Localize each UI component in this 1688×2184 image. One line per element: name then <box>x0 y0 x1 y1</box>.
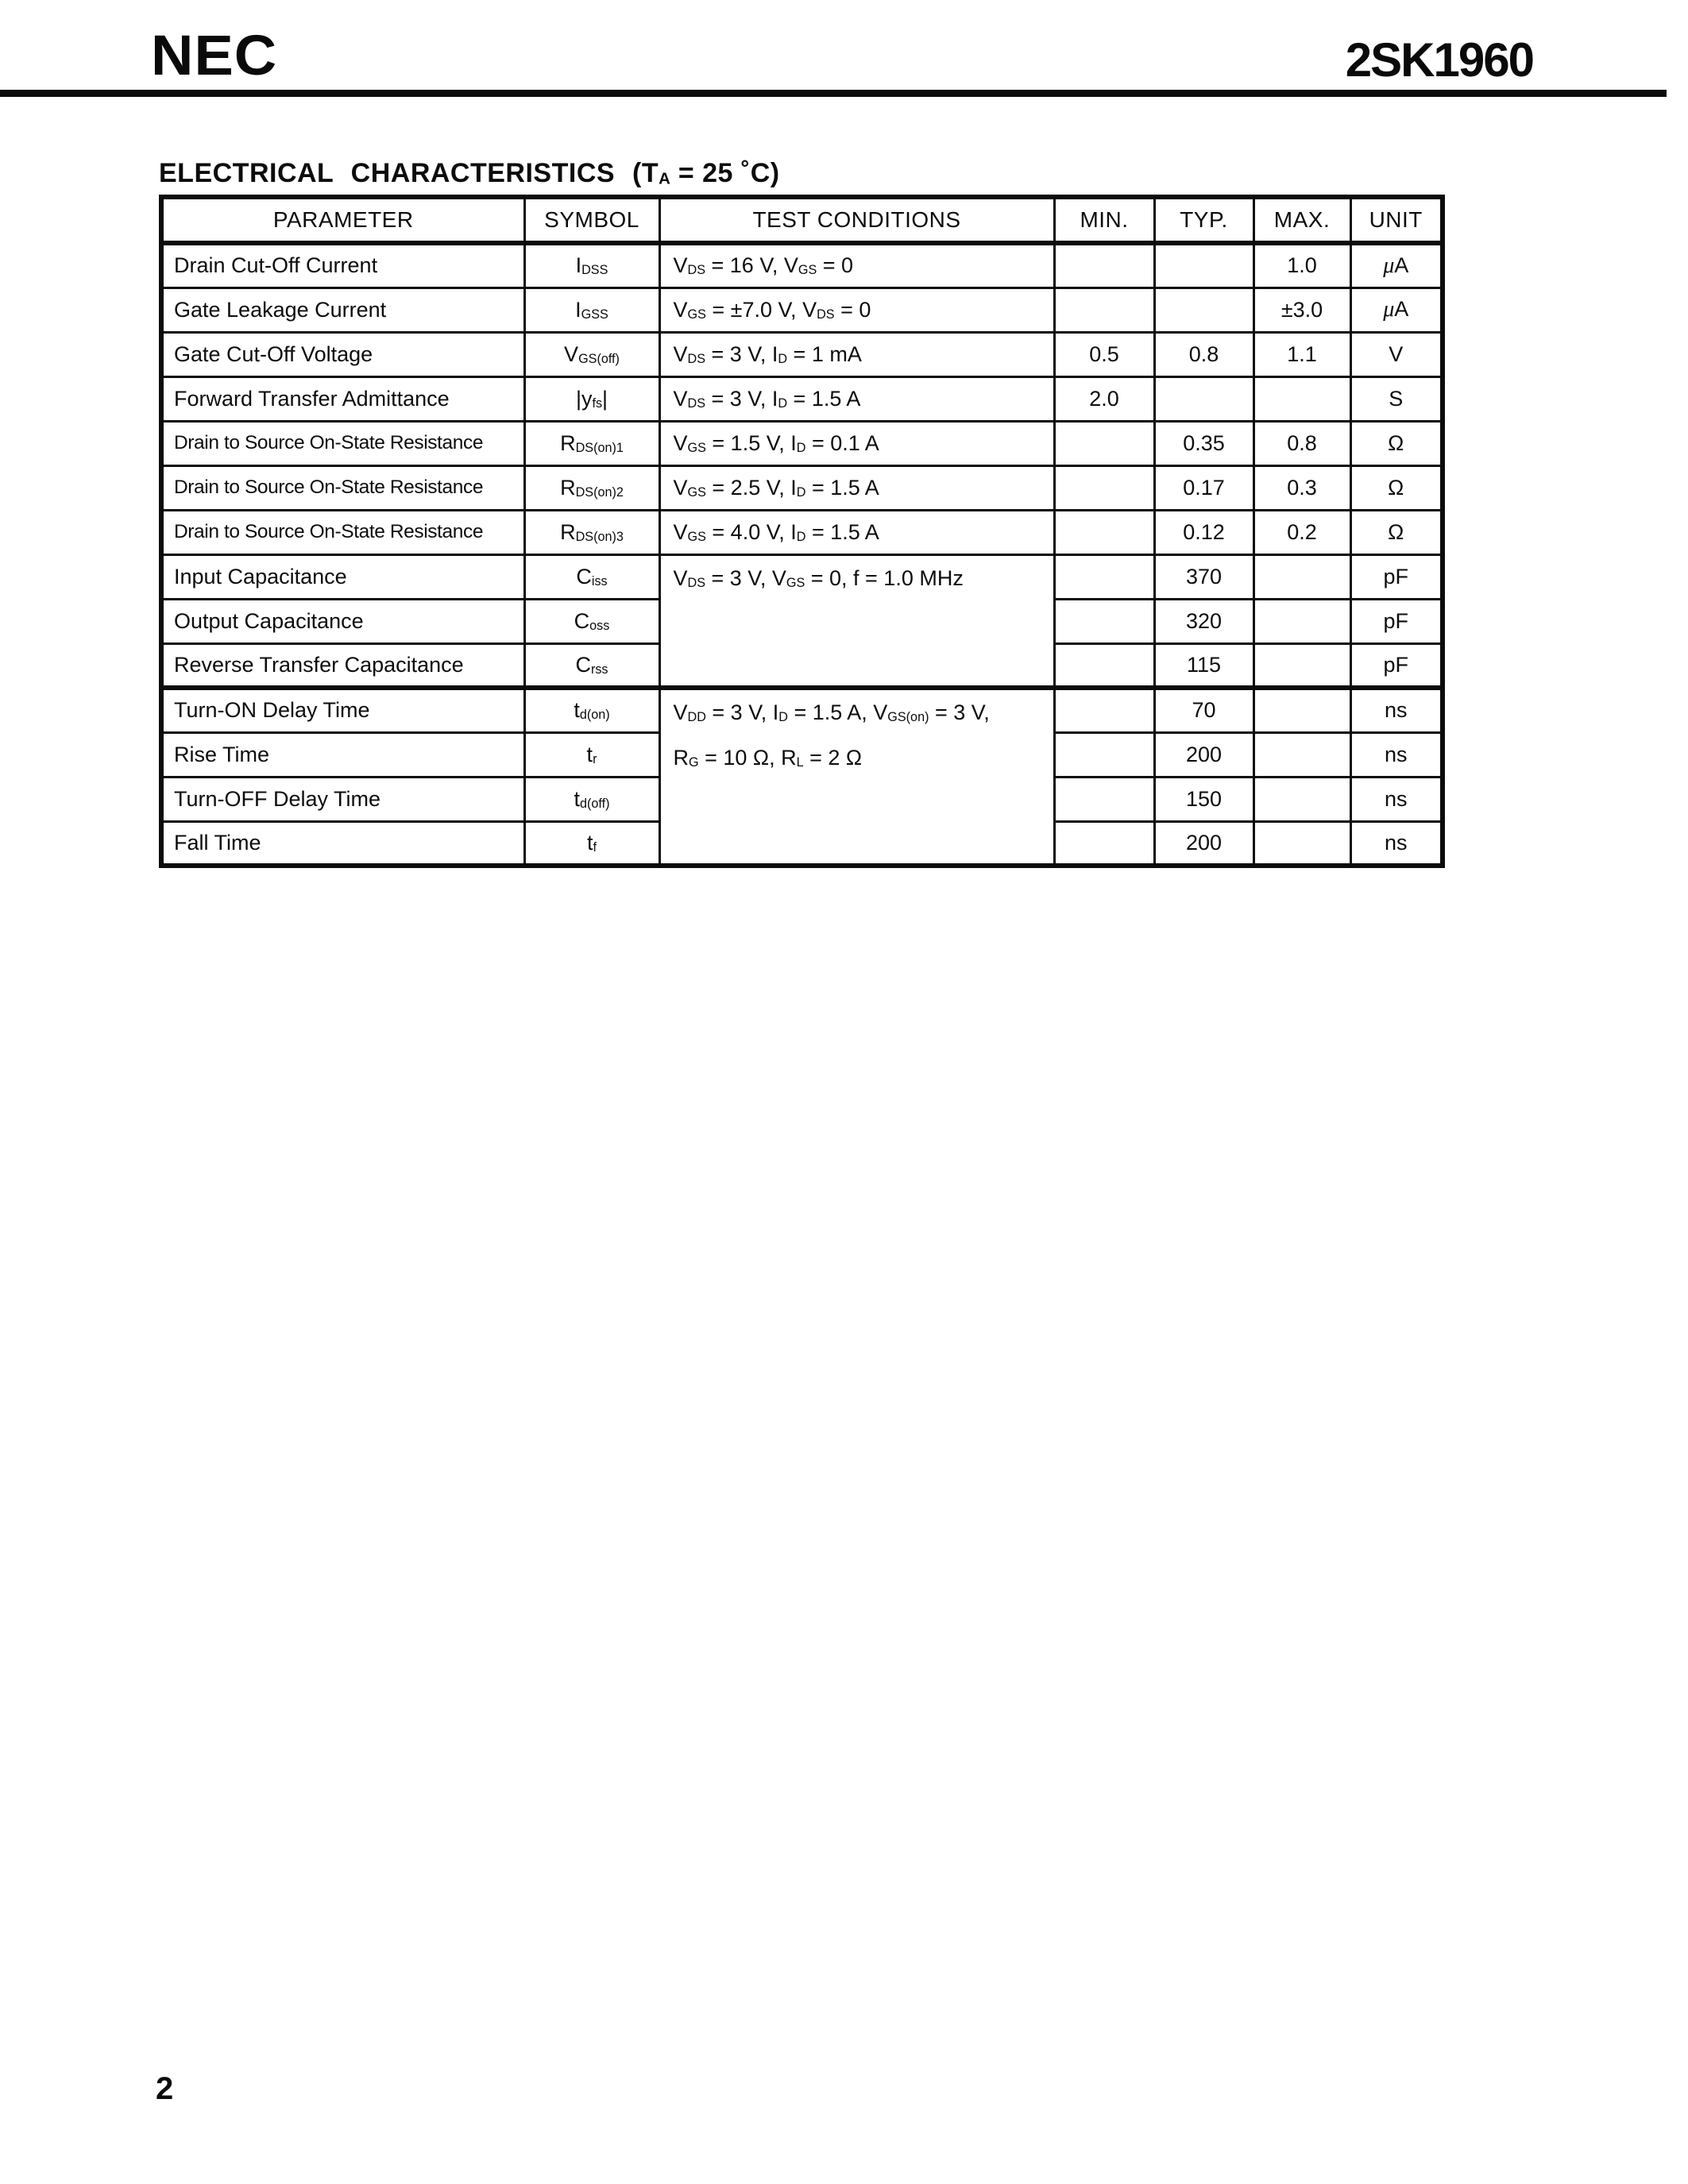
max-cell: 0.8 <box>1253 421 1350 465</box>
parameter-cell: Drain Cut-Off Current <box>161 243 524 287</box>
unit-cell: V <box>1350 332 1443 376</box>
unit-cell: Ω <box>1350 465 1443 510</box>
unit-cell: pF <box>1350 554 1443 599</box>
parameter-cell: Fall Time <box>161 821 524 866</box>
symbol-cell: $t_{d(on)}$ <box>524 688 659 732</box>
min-cell <box>1054 821 1154 866</box>
min-cell <box>1054 777 1154 821</box>
column-header-symbol: SYMBOL <box>524 197 659 243</box>
max-cell <box>1253 599 1350 643</box>
max-cell: ±3.0 <box>1253 287 1350 332</box>
symbol-cell: $C_{rss}$ <box>524 643 659 688</box>
parameter-cell: Gate Cut-Off Voltage <box>161 332 524 376</box>
column-header-unit: UNIT <box>1350 197 1443 243</box>
symbol-cell: $R_{DS(on)3}$ <box>524 510 659 554</box>
table-row <box>161 332 1443 376</box>
column-header-parameter: PARAMETER <box>161 197 524 243</box>
max-cell <box>1253 688 1350 732</box>
table-row <box>161 465 1443 510</box>
conditions-cell: $V_{DS} = 3$ V, $I_D = 1.5$ A <box>659 376 1054 421</box>
section-title-text: ELECTRICAL CHARACTERISTICS <box>159 158 616 188</box>
max-cell <box>1253 732 1350 777</box>
section-title-condition: ($T_A = 25$ ˚C) <box>632 158 780 188</box>
max-cell <box>1253 777 1350 821</box>
typ-cell: 320 <box>1154 599 1253 643</box>
parameter-cell: Drain to Source On-State Resistance <box>161 465 524 510</box>
column-header-min: MIN. <box>1054 197 1154 243</box>
parameter-cell: Rise Time <box>161 732 524 777</box>
typ-cell: 0.8 <box>1154 332 1253 376</box>
symbol-cell: $V_{GS(off)}$ <box>524 332 659 376</box>
table-row <box>161 554 1443 599</box>
section-title <box>159 158 780 188</box>
typ-cell: 150 <box>1154 777 1253 821</box>
typ-cell <box>1154 287 1253 332</box>
table-row <box>161 510 1443 554</box>
column-header-test-conditions: TEST CONDITIONS <box>659 197 1054 243</box>
max-cell <box>1253 376 1350 421</box>
conditions-cell: $V_{DS} = 16$ V, $V_{GS} = 0$ <box>659 243 1054 287</box>
table-header-row <box>161 197 1443 243</box>
part-number: 2SK1960 <box>1345 33 1533 87</box>
min-cell <box>1054 421 1154 465</box>
symbol-cell: $t_r$ <box>524 732 659 777</box>
typ-cell: 115 <box>1154 643 1253 688</box>
header-divider <box>0 90 1667 97</box>
conditions-cell: $V_{DS} = 3$ V, $V_{GS} = 0$, f = 1.0 MHz <box>659 554 1054 688</box>
min-cell <box>1054 465 1154 510</box>
min-cell <box>1054 643 1154 688</box>
unit-cell: S <box>1350 376 1443 421</box>
parameter-cell: Turn-OFF Delay Time <box>161 777 524 821</box>
symbol-cell: $C_{iss}$ <box>524 554 659 599</box>
min-cell <box>1054 732 1154 777</box>
table-row <box>161 421 1443 465</box>
unit-cell: ns <box>1350 821 1443 866</box>
parameter-cell: Gate Leakage Current <box>161 287 524 332</box>
unit-cell: ns <box>1350 732 1443 777</box>
typ-cell <box>1154 243 1253 287</box>
typ-cell: 0.35 <box>1154 421 1253 465</box>
conditions-cell: $V_{GS} = 2.5$ V, $I_D = 1.5$ A <box>659 465 1054 510</box>
table-row <box>161 287 1443 332</box>
min-cell <box>1054 287 1154 332</box>
max-cell <box>1253 643 1350 688</box>
typ-cell: 370 <box>1154 554 1253 599</box>
symbol-cell: $t_{d(off)}$ <box>524 777 659 821</box>
max-cell <box>1253 554 1350 599</box>
conditions-cell: $V_{GS} = 1.5$ V, $I_D = 0.1$ A <box>659 421 1054 465</box>
unit-cell: μA <box>1350 243 1443 287</box>
symbol-cell: $I_{GSS}$ <box>524 287 659 332</box>
conditions-cell: $V_{DD} = 3$ V, $I_D = 1.5$ A, $V_{GS(on)} = 3$ V, $R_G = 10$ Ω, $R_L = 2$ Ω <box>659 688 1054 866</box>
symbol-cell: $C_{oss}$ <box>524 599 659 643</box>
unit-cell: Ω <box>1350 510 1443 554</box>
electrical-characteristics-table <box>159 195 1445 868</box>
min-cell <box>1054 243 1154 287</box>
parameter-cell: Turn-ON Delay Time <box>161 688 524 732</box>
min-cell <box>1054 599 1154 643</box>
column-header-typ: TYP. <box>1154 197 1253 243</box>
max-cell: 0.3 <box>1253 465 1350 510</box>
min-cell <box>1054 554 1154 599</box>
typ-cell: 200 <box>1154 732 1253 777</box>
max-cell: 1.0 <box>1253 243 1350 287</box>
unit-cell: Ω <box>1350 421 1443 465</box>
max-cell: 0.2 <box>1253 510 1350 554</box>
parameter-cell: Drain to Source On-State Resistance <box>161 510 524 554</box>
page-number: 2 <box>156 2071 174 2106</box>
min-cell: 2.0 <box>1054 376 1154 421</box>
parameter-cell: Reverse Transfer Capacitance <box>161 643 524 688</box>
parameter-cell: Input Capacitance <box>161 554 524 599</box>
unit-cell: ns <box>1350 688 1443 732</box>
table-row <box>161 243 1443 287</box>
conditions-cell: $V_{GS} = \pm 7.0$ V, $V_{DS} = 0$ <box>659 287 1054 332</box>
unit-cell: μA <box>1350 287 1443 332</box>
column-header-max: MAX. <box>1253 197 1350 243</box>
max-cell: 1.1 <box>1253 332 1350 376</box>
symbol-cell: $t_f$ <box>524 821 659 866</box>
parameter-cell: Drain to Source On-State Resistance <box>161 421 524 465</box>
symbol-cell: $R_{DS(on)1}$ <box>524 421 659 465</box>
conditions-cell: $V_{GS} = 4.0$ V, $I_D = 1.5$ A <box>659 510 1054 554</box>
typ-cell: 200 <box>1154 821 1253 866</box>
symbol-cell: $|y_{fs}|$ <box>524 376 659 421</box>
table-row <box>161 376 1443 421</box>
typ-cell <box>1154 376 1253 421</box>
symbol-cell: $R_{DS(on)2}$ <box>524 465 659 510</box>
min-cell <box>1054 510 1154 554</box>
typ-cell: 0.17 <box>1154 465 1253 510</box>
table-row <box>161 688 1443 732</box>
nec-logo: NEC <box>151 23 278 87</box>
symbol-cell: $I_{DSS}$ <box>524 243 659 287</box>
max-cell <box>1253 821 1350 866</box>
min-cell <box>1054 688 1154 732</box>
unit-cell: pF <box>1350 643 1443 688</box>
min-cell: 0.5 <box>1054 332 1154 376</box>
parameter-cell: Output Capacitance <box>161 599 524 643</box>
typ-cell: 70 <box>1154 688 1253 732</box>
unit-cell: ns <box>1350 777 1443 821</box>
conditions-cell: $V_{DS} = 3$ V, $I_D = 1$ mA <box>659 332 1054 376</box>
parameter-cell: Forward Transfer Admittance <box>161 376 524 421</box>
typ-cell: 0.12 <box>1154 510 1253 554</box>
unit-cell: pF <box>1350 599 1443 643</box>
